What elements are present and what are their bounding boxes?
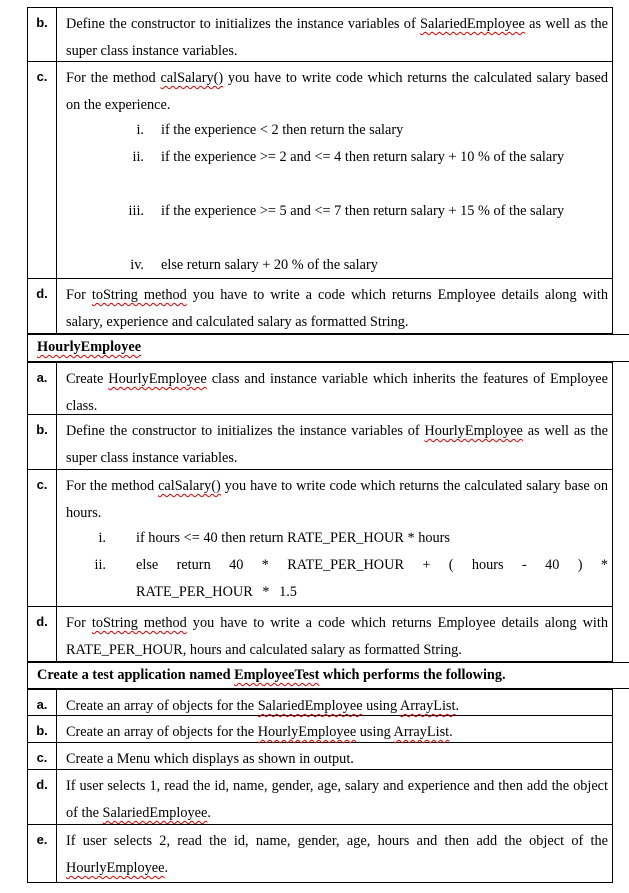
salaried-c-row: c. For the method calSalary() you have to write code which returns the calculated salary based on the experience. i. if the experience < 2 then return the salary ii. if the experience >= 2 and <= 4 then return salary + 10 % of the salary iii. if the experience >= 5 and <= 7 then return salary + 15 % of the salary iv. else return salary + 20 % of the salary [27, 62, 613, 279]
hourly-b-row [27, 415, 613, 470]
item-label: a. [28, 363, 57, 414]
item-text: For toString method you have to write a code which returns Employee details along with salary, experience and calculated salary as formatted String. [66, 287, 608, 331]
item-text: Create HourlyEmployee class and instance variable which inherits the features of Employee class. [66, 371, 608, 415]
item-label: c. [28, 62, 57, 278]
hourly-c-row: c. For the method calSalary() you have to write code which returns the calculated salary base on hours. i. if hours <= 40 then return RATE_PER_HOUR * hours ii. else return 40 * RATE_PER_HOUR + ( hours - 40 ) * RATE_PER_HOUR * 1.5 [27, 470, 613, 607]
test-e-row [27, 825, 613, 883]
item-text: Create a Menu which displays as shown in output. [66, 751, 354, 767]
item-label: b. [28, 716, 57, 742]
salaried-d-row [27, 279, 613, 334]
item-label: b. [28, 8, 57, 61]
item-text: If user selects 2, read the id, name, gender, age, hours and then add the object of the HourlyEmployee. [66, 833, 608, 877]
test-c-row [27, 743, 613, 770]
item-text: Create an array of objects for the SalariedEmployee using ArrayList. [66, 698, 460, 714]
item-text: Define the constructor to initializes the instance variables of HourlyEmployee as well as the super class instance variables. [66, 423, 608, 467]
item-text: If user selects 1, read the id, name, gender, age, salary and experience and then add the object of the SalariedEmployee. [66, 778, 608, 822]
item-label: d. [28, 607, 57, 661]
salaried-b-row [27, 7, 613, 62]
item-text: For the method calSalary() you have to write code which returns the calculated salary base on hours. [66, 478, 608, 522]
test-b-row [27, 716, 613, 743]
item-text: Define the constructor to initializes the instance variables of SalariedEmployee as well as the super class instance variables. [66, 16, 608, 60]
item-label: d. [28, 279, 57, 333]
test-d-row [27, 770, 613, 825]
item-label: c. [28, 470, 57, 606]
item-text: Create an array of objects for the HourlyEmployee using ArrayList. [66, 724, 453, 740]
item-label: d. [28, 770, 57, 824]
list-item-text: else return salary + 20 % of the salary [161, 257, 378, 273]
list-item-text: if hours <= 40 then return RATE_PER_HOUR * hours [136, 530, 450, 546]
item-text: For the method calSalary() you have to write code which returns the calculated salary based on the experience. [66, 70, 608, 114]
hourly-a-row [27, 362, 613, 415]
list-item-text: else return 40 * RATE_PER_HOUR + ( hours - 40 ) * RATE_PER_HOUR * 1.5 [136, 557, 608, 601]
item-label: e. [28, 825, 57, 882]
item-text: For toString method you have to write a code which returns Employee details along with RATE_PER_HOUR, hours and calculated salary as formatted String. [66, 615, 608, 659]
test-a-row [27, 689, 613, 716]
list-item-text: if the experience >= 5 and <= 7 then return salary + 15 % of the salary [161, 203, 565, 219]
item-label: a. [28, 690, 57, 715]
item-label: c. [28, 743, 57, 769]
hourly-d-row [27, 607, 613, 662]
section-heading-test: Create a test application named EmployeeTest which performs the following. [27, 662, 629, 689]
item-label: b. [28, 415, 57, 469]
list-item-text: if the experience < 2 then return the salary [161, 122, 404, 138]
list-item-text: if the experience >= 2 and <= 4 then return salary + 10 % of the salary [161, 149, 565, 165]
section-heading-hourly: HourlyEmployee [27, 334, 629, 362]
